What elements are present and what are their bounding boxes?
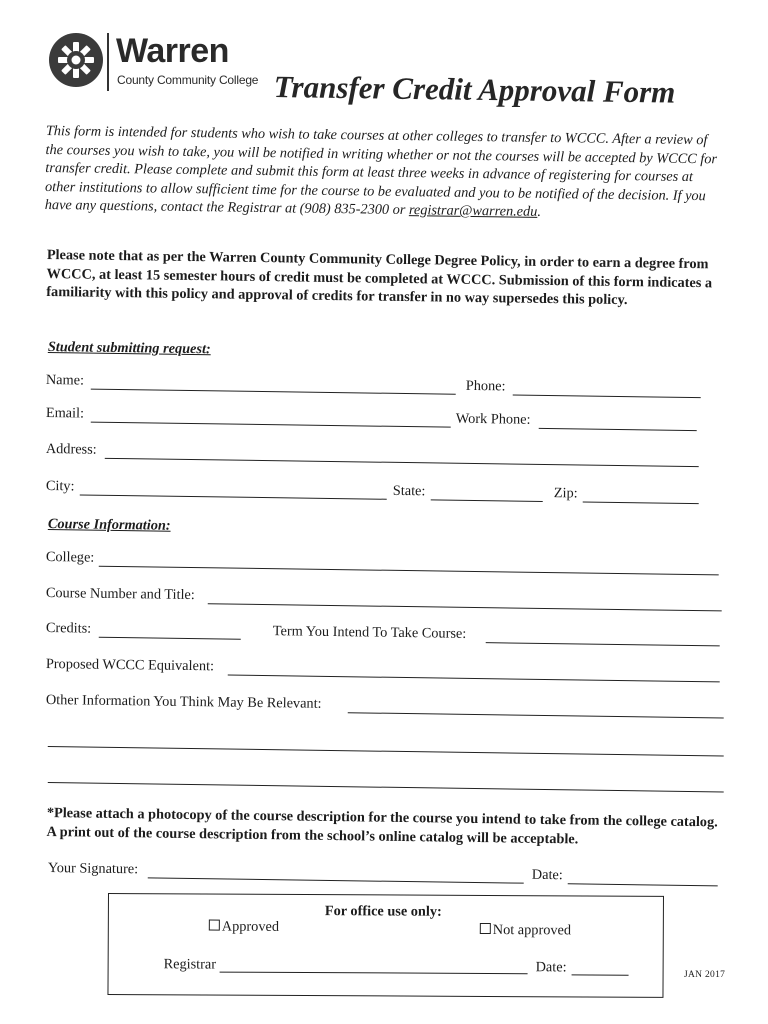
name-phone-row xyxy=(46,372,726,403)
signature-date-field[interactable] xyxy=(568,883,718,886)
other-info-field-2[interactable] xyxy=(48,746,724,756)
equivalent-row xyxy=(46,656,726,687)
email-label: Email: xyxy=(45,405,85,422)
degree-policy-note: Please note that as per the Warren County Community College Degree Policy, in order to earn a degree from WCCC, at least 15 semester hours of credit must be completed at WCCC. Submission of this form indicates a familiarity with this policy and approval of credits for transfer in no way supersedes this policy. xyxy=(46,246,713,309)
not-approved-option[interactable] xyxy=(480,922,571,939)
student-section xyxy=(46,339,726,370)
work-phone-label: Work Phone: xyxy=(455,410,531,428)
other-info-field[interactable] xyxy=(348,712,724,718)
college-row xyxy=(46,549,726,580)
zip-field[interactable] xyxy=(583,501,699,504)
credits-term-row xyxy=(46,620,726,651)
name-label: Name: xyxy=(45,372,85,389)
signature-date-label: Date: xyxy=(531,866,563,884)
college-logo-icon xyxy=(48,32,104,88)
college-name: Warren xyxy=(116,32,229,70)
form-title: Transfer Credit Approval Form xyxy=(273,69,676,110)
city-state-zip-row xyxy=(46,478,726,509)
course-section-heading: Course Information: xyxy=(47,516,171,534)
student-section-heading: Student submitting request: xyxy=(47,339,211,358)
equivalent-field[interactable] xyxy=(228,675,720,683)
intro-end: . xyxy=(537,203,542,220)
other-info-line-3 xyxy=(46,766,726,797)
signature-row xyxy=(46,860,726,891)
signature-label: Your Signature: xyxy=(47,860,139,878)
logo-divider xyxy=(107,33,109,91)
office-use-title: For office use only: xyxy=(324,903,442,920)
course-section xyxy=(46,516,726,547)
approved-option[interactable] xyxy=(209,919,279,936)
office-date-field[interactable] xyxy=(572,974,629,975)
email-workphone-row xyxy=(46,405,726,436)
college-field[interactable] xyxy=(99,566,719,576)
city-field[interactable] xyxy=(80,494,387,499)
name-field[interactable] xyxy=(91,389,456,395)
college-subtitle: County Community College xyxy=(117,73,259,87)
email-field[interactable] xyxy=(91,422,451,428)
zip-label: Zip: xyxy=(553,485,578,502)
term-label: Term You Intend To Take Course: xyxy=(272,623,467,642)
office-date-label: Date: xyxy=(535,959,567,976)
term-field[interactable] xyxy=(486,642,720,646)
other-info-line-2 xyxy=(46,730,726,761)
office-use-box xyxy=(107,893,664,998)
phone-field[interactable] xyxy=(513,395,701,399)
approved-checkbox[interactable] xyxy=(209,920,220,931)
city-label: City: xyxy=(45,478,75,495)
registrar-signature-field[interactable] xyxy=(220,972,528,975)
college-label: College: xyxy=(45,549,95,566)
other-info-field-3[interactable] xyxy=(48,782,724,792)
intro-text: This form is intended for students who wish to take courses at other colleges to transfer to WCCC. After a review of the courses you wish to take, you will be notified in writing whether or not the courses will be accepted by WCCC for transfer credit. Please complete and submit this form at least three weeks in advance of registering for courses at other institutions to allow sufficient time for the course to be evaluated and you to be notified of the decision. If you have any questions, contact the Registrar at (908) 835-2300 or xyxy=(44,122,718,219)
equivalent-label: Proposed WCCC Equivalent: xyxy=(45,656,215,675)
registrar-label: Registrar xyxy=(163,956,217,973)
address-label: Address: xyxy=(45,441,97,458)
course-number-row xyxy=(46,585,726,616)
intro-paragraph xyxy=(45,122,726,224)
registrar-email: registrar@warren.edu xyxy=(408,202,538,220)
attach-course-description-note: *Please attach a photocopy of the course description for the course you intend to take from the college catalog. A print out of the course description from the school’s online catalog will be acceptable. xyxy=(46,804,718,848)
approved-label: Approved xyxy=(221,918,280,935)
not-approved-checkbox[interactable] xyxy=(480,923,491,934)
other-info-label: Other Information You Think May Be Relevant: xyxy=(45,692,322,712)
not-approved-label: Not approved xyxy=(492,922,572,939)
other-info-row xyxy=(46,692,726,723)
form-version: JAN 2017 xyxy=(684,970,726,980)
address-field[interactable] xyxy=(105,458,699,467)
state-field[interactable] xyxy=(431,499,543,502)
signature-field[interactable] xyxy=(148,877,524,883)
credits-field[interactable] xyxy=(99,637,241,640)
credits-label: Credits: xyxy=(45,620,92,637)
work-phone-field[interactable] xyxy=(539,428,697,431)
course-number-field[interactable] xyxy=(208,603,722,611)
course-number-label: Course Number and Title: xyxy=(45,585,195,604)
address-row xyxy=(46,441,726,472)
state-label: State: xyxy=(392,482,426,500)
phone-label: Phone: xyxy=(465,377,506,395)
